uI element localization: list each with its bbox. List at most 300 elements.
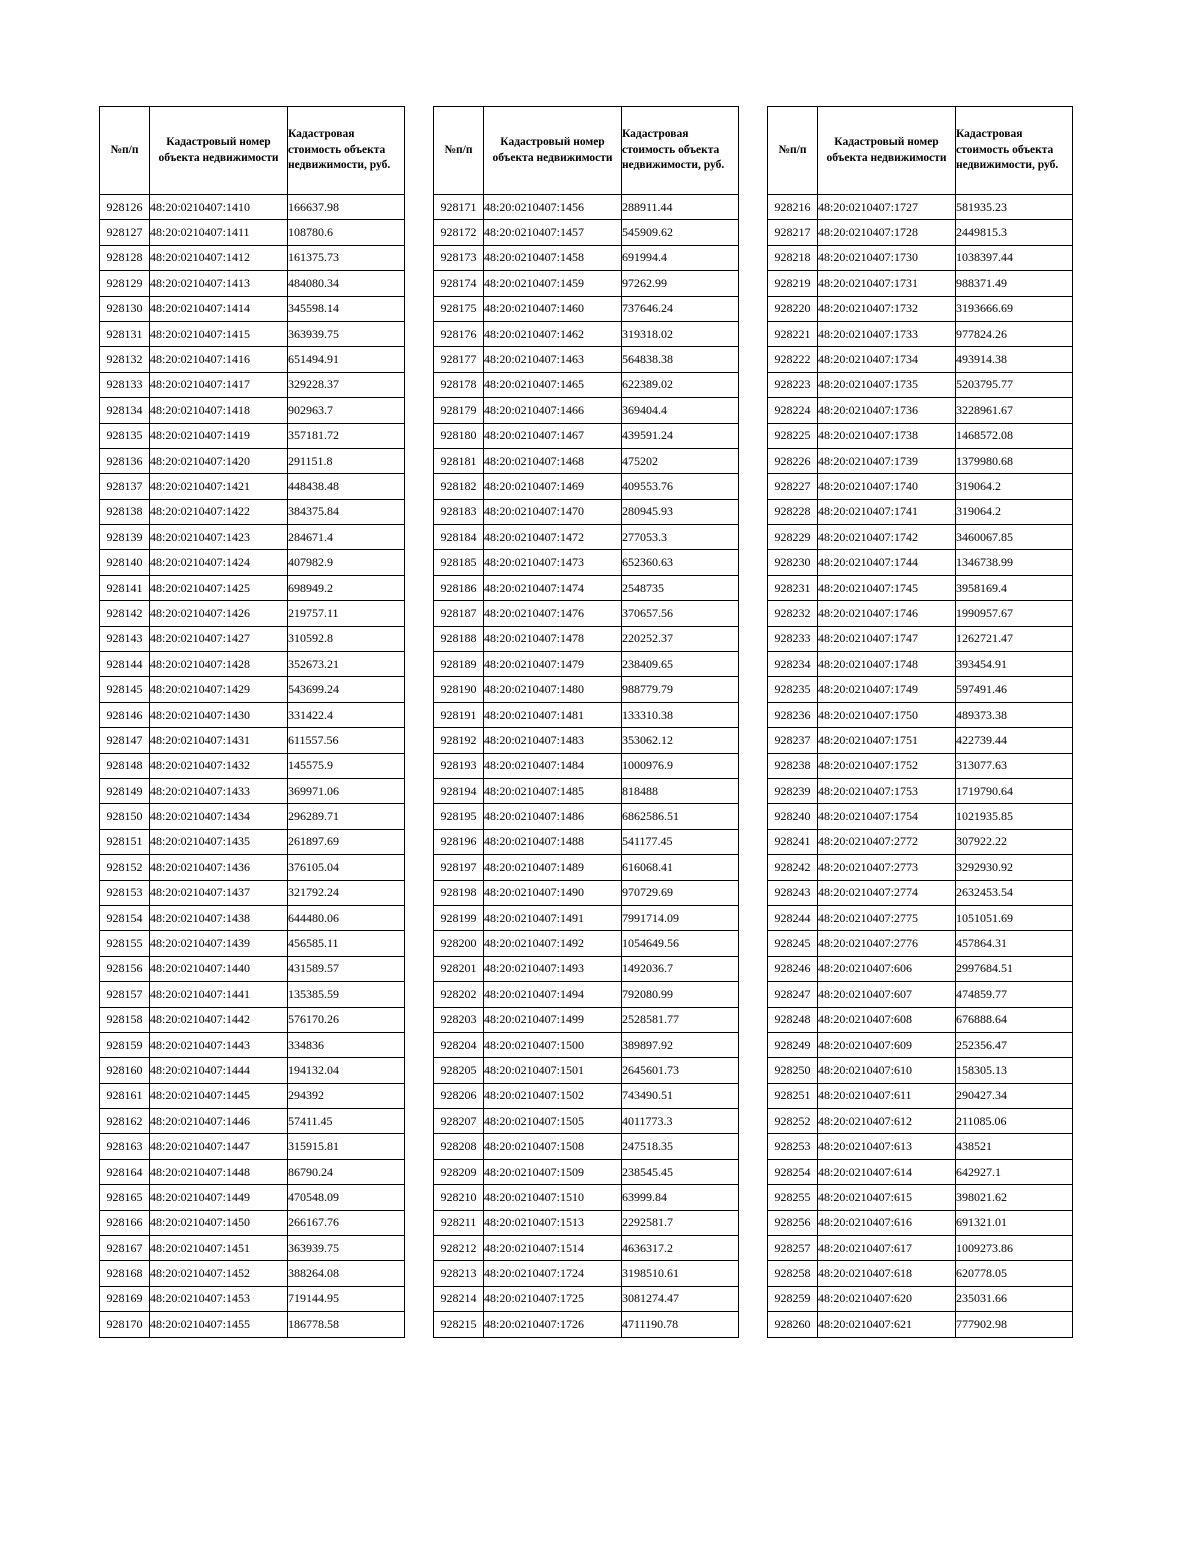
table-row — [434, 728, 739, 753]
cadastral-value-cell: 3228961.67 — [956, 398, 1073, 423]
row-number-cell: 928233 — [768, 626, 818, 651]
row-number-cell: 928229 — [768, 525, 818, 550]
table-row — [434, 271, 739, 296]
cadastral-value-cell: 284671.4 — [288, 525, 405, 550]
row-number-cell: 928197 — [434, 855, 484, 880]
cadastral-value-cell: 161375.73 — [288, 245, 405, 270]
table-row — [768, 1134, 1073, 1159]
cadastral-value-cell: 484080.34 — [288, 271, 405, 296]
cadastral-value-cell: 384375.84 — [288, 499, 405, 524]
cadastral-value-cell: 1021935.85 — [956, 804, 1073, 829]
header-number: №п/п — [434, 107, 484, 195]
cadastral-number-cell: 48:20:0210407:1456 — [484, 195, 622, 220]
table-row — [434, 448, 739, 473]
cadastral-number-cell: 48:20:0210407:1424 — [150, 550, 288, 575]
table-row — [100, 601, 405, 626]
cadastral-number-cell: 48:20:0210407:1440 — [150, 956, 288, 981]
row-number-cell: 928213 — [434, 1261, 484, 1286]
table-row — [434, 398, 739, 423]
cadastral-value-cell: 370657.56 — [622, 601, 739, 626]
row-number-cell: 928155 — [100, 931, 150, 956]
table-row — [768, 905, 1073, 930]
cadastral-number-cell: 48:20:0210407:1463 — [484, 347, 622, 372]
table-row — [100, 1236, 405, 1261]
cadastral-value-cell: 622389.02 — [622, 372, 739, 397]
cadastral-value-cell: 145575.9 — [288, 753, 405, 778]
cadastral-number-cell: 48:20:0210407:1415 — [150, 321, 288, 346]
cadastral-number-cell: 48:20:0210407:1434 — [150, 804, 288, 829]
table-row — [768, 1032, 1073, 1057]
cadastral-number-cell: 48:20:0210407:1499 — [484, 1007, 622, 1032]
row-number-cell: 928131 — [100, 321, 150, 346]
table-row — [434, 880, 739, 905]
table-row — [100, 956, 405, 981]
row-number-cell: 928225 — [768, 423, 818, 448]
row-number-cell: 928147 — [100, 728, 150, 753]
cadastral-value-cell: 652360.63 — [622, 550, 739, 575]
cadastral-value-cell: 376105.04 — [288, 855, 405, 880]
cadastral-number-cell: 48:20:0210407:1501 — [484, 1058, 622, 1083]
row-number-cell: 928200 — [434, 931, 484, 956]
table-row — [768, 804, 1073, 829]
row-number-cell: 928206 — [434, 1083, 484, 1108]
table-row — [434, 804, 739, 829]
cadastral-number-cell: 48:20:0210407:1753 — [818, 778, 956, 803]
cadastral-value-cell: 4711190.78 — [622, 1312, 739, 1337]
cadastral-value-cell: 448438.48 — [288, 474, 405, 499]
row-number-cell: 928186 — [434, 575, 484, 600]
cadastral-value-cell: 431589.57 — [288, 956, 405, 981]
cadastral-value-cell: 1262721.47 — [956, 626, 1073, 651]
row-number-cell: 928183 — [434, 499, 484, 524]
cadastral-number-cell: 48:20:0210407:1725 — [484, 1286, 622, 1311]
row-number-cell: 928258 — [768, 1261, 818, 1286]
cadastral-number-cell: 48:20:0210407:1435 — [150, 829, 288, 854]
register-table-3 — [767, 106, 1073, 1338]
table-row — [768, 728, 1073, 753]
cadastral-number-cell: 48:20:0210407:607 — [818, 982, 956, 1007]
row-number-cell: 928207 — [434, 1109, 484, 1134]
row-number-cell: 928256 — [768, 1210, 818, 1235]
cadastral-value-cell: 63999.84 — [622, 1185, 739, 1210]
cadastral-number-cell: 48:20:0210407:1752 — [818, 753, 956, 778]
table-row — [768, 931, 1073, 956]
row-number-cell: 928172 — [434, 220, 484, 245]
cadastral-number-cell: 48:20:0210407:1751 — [818, 728, 956, 753]
row-number-cell: 928134 — [100, 398, 150, 423]
row-number-cell: 928260 — [768, 1312, 818, 1337]
table-row — [100, 652, 405, 677]
cadastral-number-cell: 48:20:0210407:1462 — [484, 321, 622, 346]
cadastral-value-cell: 166637.98 — [288, 195, 405, 220]
cadastral-number-cell: 48:20:0210407:1748 — [818, 652, 956, 677]
table-row — [768, 1236, 1073, 1261]
cadastral-value-cell: 2449815.3 — [956, 220, 1073, 245]
cadastral-value-cell: 310592.8 — [288, 626, 405, 651]
cadastral-number-cell: 48:20:0210407:1478 — [484, 626, 622, 651]
row-number-cell: 928184 — [434, 525, 484, 550]
row-number-cell: 928174 — [434, 271, 484, 296]
cadastral-number-cell: 48:20:0210407:1731 — [818, 271, 956, 296]
table-row — [100, 880, 405, 905]
cadastral-value-cell: 456585.11 — [288, 931, 405, 956]
cadastral-value-cell: 698949.2 — [288, 575, 405, 600]
cadastral-number-cell: 48:20:0210407:1481 — [484, 702, 622, 727]
cadastral-number-cell: 48:20:0210407:1486 — [484, 804, 622, 829]
cadastral-number-cell: 48:20:0210407:2774 — [818, 880, 956, 905]
cadastral-value-cell: 818488 — [622, 778, 739, 803]
cadastral-number-cell: 48:20:0210407:1738 — [818, 423, 956, 448]
cadastral-value-cell: 439591.24 — [622, 423, 739, 448]
cadastral-value-cell: 2528581.77 — [622, 1007, 739, 1032]
cadastral-number-cell: 48:20:0210407:1472 — [484, 525, 622, 550]
cadastral-number-cell: 48:20:0210407:1432 — [150, 753, 288, 778]
cadastral-number-cell: 48:20:0210407:1740 — [818, 474, 956, 499]
row-number-cell: 928228 — [768, 499, 818, 524]
row-number-cell: 928250 — [768, 1058, 818, 1083]
row-number-cell: 928153 — [100, 880, 150, 905]
cadastral-value-cell: 438521 — [956, 1134, 1073, 1159]
cadastral-value-cell: 307922.22 — [956, 829, 1073, 854]
cadastral-value-cell: 353062.12 — [622, 728, 739, 753]
row-number-cell: 928144 — [100, 652, 150, 677]
table-row — [434, 829, 739, 854]
cadastral-value-cell: 792080.99 — [622, 982, 739, 1007]
cadastral-value-cell: 86790.24 — [288, 1159, 405, 1184]
cadastral-value-cell: 352673.21 — [288, 652, 405, 677]
cadastral-number-cell: 48:20:0210407:621 — [818, 1312, 956, 1337]
row-number-cell: 928162 — [100, 1109, 150, 1134]
cadastral-value-cell: 288911.44 — [622, 195, 739, 220]
cadastral-value-cell: 277053.3 — [622, 525, 739, 550]
table-row — [768, 778, 1073, 803]
table-row — [434, 626, 739, 651]
cadastral-number-cell: 48:20:0210407:2773 — [818, 855, 956, 880]
row-number-cell: 928218 — [768, 245, 818, 270]
cadastral-number-cell: 48:20:0210407:1419 — [150, 423, 288, 448]
table-row — [768, 982, 1073, 1007]
header-cadastral-value: Кадастровая стоимость объекта недвижимости, руб. — [956, 107, 1073, 195]
cadastral-number-cell: 48:20:0210407:1450 — [150, 1210, 288, 1235]
table-row — [434, 525, 739, 550]
cadastral-value-cell: 581935.23 — [956, 195, 1073, 220]
cadastral-number-cell: 48:20:0210407:1451 — [150, 1236, 288, 1261]
table-row — [434, 1286, 739, 1311]
cadastral-value-cell: 2292581.7 — [622, 1210, 739, 1235]
cadastral-value-cell: 369404.4 — [622, 398, 739, 423]
row-number-cell: 928211 — [434, 1210, 484, 1235]
table-row — [434, 1312, 739, 1337]
cadastral-number-cell: 48:20:0210407:1754 — [818, 804, 956, 829]
row-number-cell: 928156 — [100, 956, 150, 981]
cadastral-value-cell: 261897.69 — [288, 829, 405, 854]
cadastral-number-cell: 48:20:0210407:1742 — [818, 525, 956, 550]
cadastral-value-cell: 422739.44 — [956, 728, 1073, 753]
table-row — [768, 1210, 1073, 1235]
row-number-cell: 928235 — [768, 677, 818, 702]
row-number-cell: 928160 — [100, 1058, 150, 1083]
row-number-cell: 928127 — [100, 220, 150, 245]
table-row — [768, 1109, 1073, 1134]
row-number-cell: 928247 — [768, 982, 818, 1007]
table-row — [434, 702, 739, 727]
cadastral-value-cell: 266167.76 — [288, 1210, 405, 1235]
cadastral-number-cell: 48:20:0210407:1727 — [818, 195, 956, 220]
row-number-cell: 928236 — [768, 702, 818, 727]
cadastral-value-cell: 280945.93 — [622, 499, 739, 524]
table-row — [434, 195, 739, 220]
row-number-cell: 928259 — [768, 1286, 818, 1311]
cadastral-value-cell: 389897.92 — [622, 1032, 739, 1057]
row-number-cell: 928132 — [100, 347, 150, 372]
table-row — [434, 855, 739, 880]
row-number-cell: 928204 — [434, 1032, 484, 1057]
table-row — [100, 905, 405, 930]
table-row — [434, 550, 739, 575]
cadastral-value-cell: 194132.04 — [288, 1058, 405, 1083]
table-row — [768, 550, 1073, 575]
cadastral-number-cell: 48:20:0210407:1485 — [484, 778, 622, 803]
cadastral-number-cell: 48:20:0210407:1513 — [484, 1210, 622, 1235]
cadastral-value-cell: 3193666.69 — [956, 296, 1073, 321]
cadastral-number-cell: 48:20:0210407:2772 — [818, 829, 956, 854]
cadastral-value-cell: 644480.06 — [288, 905, 405, 930]
row-number-cell: 928249 — [768, 1032, 818, 1057]
row-number-cell: 928195 — [434, 804, 484, 829]
row-number-cell: 928198 — [434, 880, 484, 905]
row-number-cell: 928199 — [434, 905, 484, 930]
cadastral-number-cell: 48:20:0210407:1747 — [818, 626, 956, 651]
cadastral-number-cell: 48:20:0210407:1430 — [150, 702, 288, 727]
cadastral-number-cell: 48:20:0210407:616 — [818, 1210, 956, 1235]
cadastral-number-cell: 48:20:0210407:1413 — [150, 271, 288, 296]
cadastral-number-cell: 48:20:0210407:1468 — [484, 448, 622, 473]
cadastral-value-cell: 1468572.08 — [956, 423, 1073, 448]
row-number-cell: 928159 — [100, 1032, 150, 1057]
cadastral-number-cell: 48:20:0210407:1490 — [484, 880, 622, 905]
cadastral-number-cell: 48:20:0210407:609 — [818, 1032, 956, 1057]
cadastral-value-cell: 357181.72 — [288, 423, 405, 448]
row-number-cell: 928185 — [434, 550, 484, 575]
cadastral-number-cell: 48:20:0210407:1473 — [484, 550, 622, 575]
cadastral-value-cell: 3958169.4 — [956, 575, 1073, 600]
table-row — [768, 1312, 1073, 1337]
table-row — [434, 474, 739, 499]
table-row — [100, 372, 405, 397]
row-number-cell: 928176 — [434, 321, 484, 346]
row-number-cell: 928171 — [434, 195, 484, 220]
cadastral-value-cell: 616068.41 — [622, 855, 739, 880]
cadastral-number-cell: 48:20:0210407:1410 — [150, 195, 288, 220]
table-row — [434, 1236, 739, 1261]
cadastral-value-cell: 1054649.56 — [622, 931, 739, 956]
row-number-cell: 928154 — [100, 905, 150, 930]
table-row — [434, 1109, 739, 1134]
cadastral-number-cell: 48:20:0210407:1425 — [150, 575, 288, 600]
table-row — [434, 372, 739, 397]
cadastral-value-cell: 642927.1 — [956, 1159, 1073, 1184]
cadastral-number-cell: 48:20:0210407:1470 — [484, 499, 622, 524]
header-number: №п/п — [100, 107, 150, 195]
row-number-cell: 928231 — [768, 575, 818, 600]
cadastral-value-cell: 247518.35 — [622, 1134, 739, 1159]
table-row — [434, 1134, 739, 1159]
cadastral-number-cell: 48:20:0210407:1728 — [818, 220, 956, 245]
table-row — [768, 1159, 1073, 1184]
cadastral-value-cell: 743490.51 — [622, 1083, 739, 1108]
row-number-cell: 928194 — [434, 778, 484, 803]
cadastral-value-cell: 319318.02 — [622, 321, 739, 346]
cadastral-value-cell: 493914.38 — [956, 347, 1073, 372]
cadastral-value-cell: 2997684.51 — [956, 956, 1073, 981]
cadastral-value-cell: 3460067.85 — [956, 525, 1073, 550]
cadastral-value-cell: 7991714.09 — [622, 905, 739, 930]
cadastral-value-cell: 545909.62 — [622, 220, 739, 245]
cadastral-value-cell: 186778.58 — [288, 1312, 405, 1337]
cadastral-number-cell: 48:20:0210407:1502 — [484, 1083, 622, 1108]
row-number-cell: 928135 — [100, 423, 150, 448]
cadastral-number-cell: 48:20:0210407:1749 — [818, 677, 956, 702]
cadastral-number-cell: 48:20:0210407:1448 — [150, 1159, 288, 1184]
header-cadastral-number: Кадастровый номер объекта недвижимости — [818, 107, 956, 195]
row-number-cell: 928151 — [100, 829, 150, 854]
row-number-cell: 928164 — [100, 1159, 150, 1184]
cadastral-value-cell: 235031.66 — [956, 1286, 1073, 1311]
table-row — [100, 702, 405, 727]
cadastral-value-cell: 611557.56 — [288, 728, 405, 753]
table-row — [100, 1286, 405, 1311]
table-row — [434, 423, 739, 448]
row-number-cell: 928241 — [768, 829, 818, 854]
row-number-cell: 928139 — [100, 525, 150, 550]
table-row — [100, 1210, 405, 1235]
cadastral-number-cell: 48:20:0210407:1457 — [484, 220, 622, 245]
table-row — [434, 601, 739, 626]
table-row — [434, 931, 739, 956]
cadastral-value-cell: 238409.65 — [622, 652, 739, 677]
row-number-cell: 928216 — [768, 195, 818, 220]
row-number-cell: 928163 — [100, 1134, 150, 1159]
cadastral-value-cell: 4636317.2 — [622, 1236, 739, 1261]
row-number-cell: 928177 — [434, 347, 484, 372]
row-number-cell: 928237 — [768, 728, 818, 753]
table-row — [768, 321, 1073, 346]
row-number-cell: 928178 — [434, 372, 484, 397]
table-row — [768, 880, 1073, 905]
row-number-cell: 928202 — [434, 982, 484, 1007]
cadastral-number-cell: 48:20:0210407:606 — [818, 956, 956, 981]
cadastral-number-cell: 48:20:0210407:1439 — [150, 931, 288, 956]
table-row — [434, 1083, 739, 1108]
cadastral-value-cell: 294392 — [288, 1083, 405, 1108]
cadastral-number-cell: 48:20:0210407:1416 — [150, 347, 288, 372]
row-number-cell: 928133 — [100, 372, 150, 397]
row-number-cell: 928130 — [100, 296, 150, 321]
cadastral-value-cell: 319064.2 — [956, 499, 1073, 524]
table-row — [434, 499, 739, 524]
row-number-cell: 928227 — [768, 474, 818, 499]
row-number-cell: 928239 — [768, 778, 818, 803]
table-row — [434, 1032, 739, 1057]
table-row — [768, 1007, 1073, 1032]
cadastral-value-cell: 3081274.47 — [622, 1286, 739, 1311]
cadastral-value-cell: 5203795.77 — [956, 372, 1073, 397]
row-number-cell: 928138 — [100, 499, 150, 524]
row-number-cell: 928205 — [434, 1058, 484, 1083]
table-row — [100, 245, 405, 270]
row-number-cell: 928242 — [768, 855, 818, 880]
cadastral-value-cell: 388264.08 — [288, 1261, 405, 1286]
row-number-cell: 928158 — [100, 1007, 150, 1032]
cadastral-value-cell: 470548.09 — [288, 1185, 405, 1210]
header-cadastral-number: Кадастровый номер объекта недвижимости — [150, 107, 288, 195]
row-number-cell: 928182 — [434, 474, 484, 499]
cadastral-value-cell: 541177.45 — [622, 829, 739, 854]
header-cadastral-value: Кадастровая стоимость объекта недвижимости, руб. — [288, 107, 405, 195]
cadastral-number-cell: 48:20:0210407:1417 — [150, 372, 288, 397]
row-number-cell: 928148 — [100, 753, 150, 778]
row-number-cell: 928238 — [768, 753, 818, 778]
cadastral-value-cell: 2632453.54 — [956, 880, 1073, 905]
cadastral-value-cell: 315915.81 — [288, 1134, 405, 1159]
table-row — [768, 499, 1073, 524]
row-number-cell: 928141 — [100, 575, 150, 600]
cadastral-value-cell: 474859.77 — [956, 982, 1073, 1007]
register-table-2 — [433, 106, 739, 1338]
cadastral-number-cell: 48:20:0210407:1750 — [818, 702, 956, 727]
row-number-cell: 928224 — [768, 398, 818, 423]
row-number-cell: 928245 — [768, 931, 818, 956]
cadastral-value-cell: 319064.2 — [956, 474, 1073, 499]
row-number-cell: 928234 — [768, 652, 818, 677]
cadastral-number-cell: 48:20:0210407:1509 — [484, 1159, 622, 1184]
row-number-cell: 928169 — [100, 1286, 150, 1311]
row-number-cell: 928175 — [434, 296, 484, 321]
cadastral-value-cell: 620778.05 — [956, 1261, 1073, 1286]
cadastral-value-cell: 363939.75 — [288, 321, 405, 346]
row-number-cell: 928173 — [434, 245, 484, 270]
table-row — [100, 829, 405, 854]
table-row — [100, 753, 405, 778]
table-row — [434, 753, 739, 778]
table-row — [100, 474, 405, 499]
cadastral-number-cell: 48:20:0210407:1739 — [818, 448, 956, 473]
cadastral-value-cell: 57411.45 — [288, 1109, 405, 1134]
row-number-cell: 928165 — [100, 1185, 150, 1210]
cadastral-number-cell: 48:20:0210407:1460 — [484, 296, 622, 321]
cadastral-number-cell: 48:20:0210407:1459 — [484, 271, 622, 296]
table-row — [434, 1159, 739, 1184]
cadastral-number-cell: 48:20:0210407:1437 — [150, 880, 288, 905]
cadastral-value-cell: 133310.38 — [622, 702, 739, 727]
cadastral-number-cell: 48:20:0210407:1433 — [150, 778, 288, 803]
cadastral-value-cell: 135385.59 — [288, 982, 405, 1007]
cadastral-number-cell: 48:20:0210407:1741 — [818, 499, 956, 524]
row-number-cell: 928126 — [100, 195, 150, 220]
cadastral-number-cell: 48:20:0210407:1427 — [150, 626, 288, 651]
table-row — [100, 575, 405, 600]
cadastral-value-cell: 4011773.3 — [622, 1109, 739, 1134]
row-number-cell: 928170 — [100, 1312, 150, 1337]
cadastral-value-cell: 296289.71 — [288, 804, 405, 829]
table-header-row — [100, 107, 405, 195]
table-row — [100, 195, 405, 220]
table-row — [434, 982, 739, 1007]
cadastral-number-cell: 48:20:0210407:1746 — [818, 601, 956, 626]
row-number-cell: 928226 — [768, 448, 818, 473]
cadastral-value-cell: 220252.37 — [622, 626, 739, 651]
table-row — [100, 1007, 405, 1032]
